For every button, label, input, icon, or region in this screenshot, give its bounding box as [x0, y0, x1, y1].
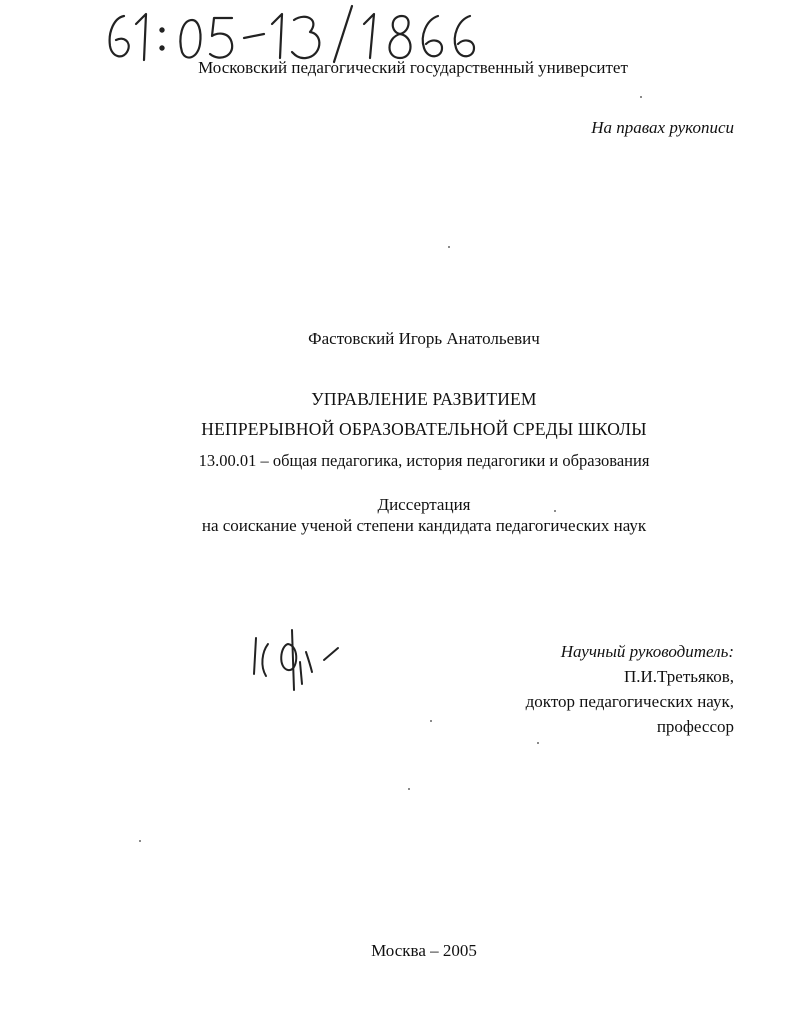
- scan-speck: [448, 246, 450, 248]
- manuscript-rights-note: На правах рукописи: [591, 118, 734, 137]
- place-and-year: Москва – 2005: [371, 941, 477, 960]
- supervisor-block: [526, 639, 734, 739]
- scan-speck: [640, 96, 642, 98]
- supervisor-rank: профессор: [656, 717, 734, 736]
- specialty-code: 13.00.01 – общая педагогика, история педагогики и образования: [198, 451, 650, 470]
- dissertation-title-line-1: УПРАВЛЕНИЕ РАЗВИТИЕМ: [311, 389, 537, 409]
- handwritten-signature: [248, 622, 358, 692]
- supervisor-name: П.И.Третьяков,: [623, 667, 734, 686]
- university-name: Московский педагогический государственный университет: [198, 58, 628, 77]
- scan-speck: [139, 840, 141, 842]
- scan-speck: [430, 720, 432, 722]
- handwritten-catalog-code: [102, 2, 482, 66]
- author-name: Фастовский Игорь Анатольевич: [308, 329, 540, 348]
- dissertation-purpose: на соискание ученой степени кандидата педагогических наук: [201, 516, 647, 535]
- supervisor-degree: доктор педагогических наук,: [525, 692, 734, 711]
- scan-speck: [554, 510, 556, 512]
- scan-speck: [537, 742, 539, 744]
- dissertation-type: Диссертация: [377, 495, 471, 514]
- scan-speck: [408, 788, 410, 790]
- dissertation-title-line-2: НЕПРЕРЫВНОЙ ОБРАЗОВАТЕЛЬНОЙ СРЕДЫ ШКОЛЫ: [201, 419, 647, 439]
- supervisor-label: Научный руководитель:: [560, 642, 734, 661]
